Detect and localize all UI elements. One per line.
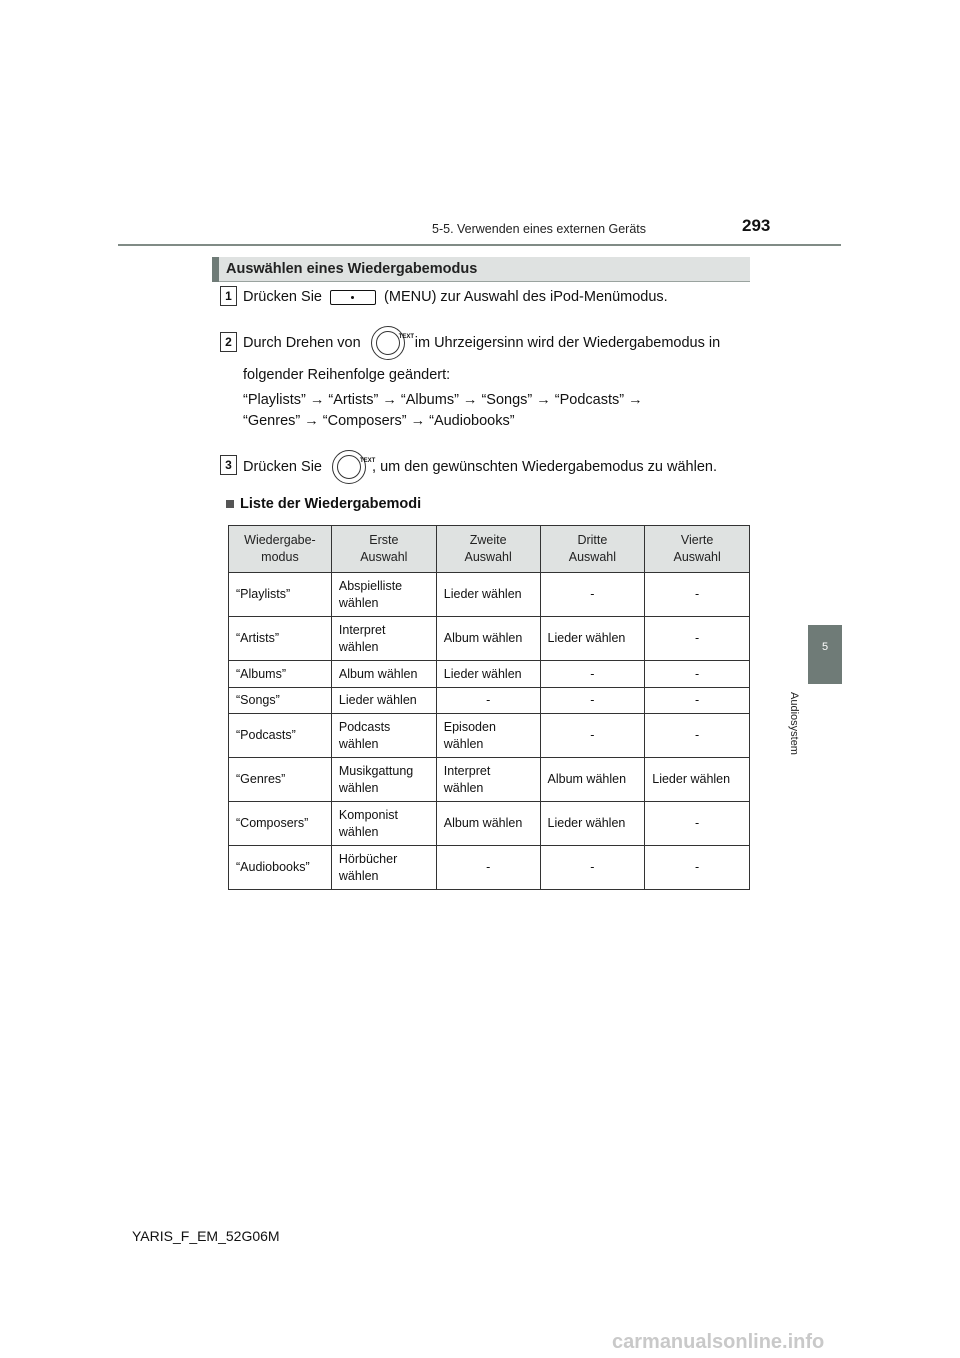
tune-knob-icon (332, 450, 376, 484)
step-number-2: 2 (220, 332, 237, 352)
table-cell: “Podcasts” (229, 714, 332, 758)
table-row (229, 758, 750, 802)
knob-text-label: TEXT (398, 334, 415, 341)
table-cell: Lieder wählen (436, 661, 540, 688)
section-heading-accent (212, 257, 219, 282)
square-bullet-icon (226, 500, 234, 508)
table-cell: “Composers” (229, 802, 332, 846)
table-row (229, 661, 750, 688)
menu-button-icon (330, 290, 376, 305)
page-number: 293 (742, 216, 771, 235)
table-cell: - (436, 846, 540, 890)
header-mode: Wiedergabe- modus (229, 526, 332, 573)
header-first-selection: Erste Auswahl (331, 526, 436, 573)
step-2-line2: folgender Reihenfolge geändert: (243, 367, 451, 383)
step-2-sequence-line1: “Playlists” → “Artists” → “Albums” → “Songs” → “Podcasts” → (243, 392, 643, 408)
table-cell: Podcasts wählen (331, 714, 436, 758)
table-cell: Abspielliste wählen (331, 573, 436, 617)
table-cell: “Albums” (229, 661, 332, 688)
table-cell: Komponist wählen (331, 802, 436, 846)
table-cell: Album wählen (436, 617, 540, 661)
table-cell: “Songs” (229, 688, 332, 714)
subsection-heading-text: Liste der Wiedergabemodi (240, 496, 422, 512)
table-row (229, 714, 750, 758)
step-2-text (243, 326, 720, 360)
table-row (229, 573, 750, 617)
header-section-title: 5-5. Verwenden eines externen Geräts (432, 222, 647, 236)
chapter-tab (808, 625, 842, 684)
table-row (229, 802, 750, 846)
table-cell: Lieder wählen (645, 758, 750, 802)
table-cell: “Playlists” (229, 573, 332, 617)
table-cell: Album wählen (331, 661, 436, 688)
subsection-heading (226, 496, 421, 512)
step-3-text (243, 450, 717, 484)
table-cell: - (645, 617, 750, 661)
header-second-selection: Zweite Auswahl (436, 526, 540, 573)
table-cell: - (645, 846, 750, 890)
table-cell: Album wählen (540, 758, 645, 802)
table-cell: Lieder wählen (540, 802, 645, 846)
step-2-sequence-line2: “Genres” → “Composers” → “Audiobooks” (243, 413, 515, 429)
table-cell: - (645, 802, 750, 846)
step-1-text (243, 289, 668, 305)
table-cell: - (540, 661, 645, 688)
table-cell: - (540, 714, 645, 758)
table-cell: Musikgattung wählen (331, 758, 436, 802)
table-cell: Interpret wählen (331, 617, 436, 661)
table-cell: - (645, 714, 750, 758)
table-header-row (229, 526, 750, 573)
knob-text-label: TEXT (360, 458, 376, 465)
step-1-before: Drücken Sie (243, 289, 322, 305)
header-divider (118, 244, 841, 246)
table-cell: - (540, 846, 645, 890)
table-cell: - (540, 688, 645, 714)
table-cell: “Artists” (229, 617, 332, 661)
header-third-selection: Dritte Auswahl (540, 526, 645, 573)
table-cell: “Genres” (229, 758, 332, 802)
step-3-after: , um den gewünschten Wiedergabemodus zu wählen. (372, 459, 717, 475)
step-2-after: im Uhrzeigersinn wird der Wiedergabemodus in (414, 335, 721, 351)
table-cell: Hörbücher wählen (331, 846, 436, 890)
table-cell: Lieder wählen (540, 617, 645, 661)
table-row (229, 688, 750, 714)
chapter-label-text: Audiosystem (788, 692, 800, 755)
header-fourth-selection: Vierte Auswahl (645, 526, 750, 573)
section-heading: Auswählen eines Wiedergabemodus (226, 261, 478, 277)
table-cell: “Audiobooks” (229, 846, 332, 890)
table-cell: Episoden wählen (436, 714, 540, 758)
step-2-before: Durch Drehen von (243, 335, 361, 351)
step-1-after: (MENU) zur Auswahl des iPod-Menümodus. (384, 289, 668, 305)
table-cell: Lieder wählen (436, 573, 540, 617)
table-cell: - (540, 573, 645, 617)
step-3-before: Drücken Sie (243, 459, 322, 475)
table-cell: - (645, 688, 750, 714)
document-code: YARIS_F_EM_52G06M (132, 1228, 280, 1244)
table-row (229, 617, 750, 661)
chapter-label (786, 692, 806, 782)
table-cell: Album wählen (436, 802, 540, 846)
playback-mode-table (228, 525, 750, 890)
table-row (229, 846, 750, 890)
chapter-number: 5 (821, 641, 829, 653)
table-cell: - (436, 688, 540, 714)
step-number-3: 3 (220, 455, 237, 475)
step-number-1: 1 (220, 286, 237, 306)
tune-knob-icon (371, 326, 415, 360)
table-cell: Lieder wählen (331, 688, 436, 714)
table-cell: - (645, 573, 750, 617)
table-cell: - (645, 661, 750, 688)
table-cell: Interpret wählen (436, 758, 540, 802)
watermark: carmanualsonline.info (612, 1331, 825, 1353)
